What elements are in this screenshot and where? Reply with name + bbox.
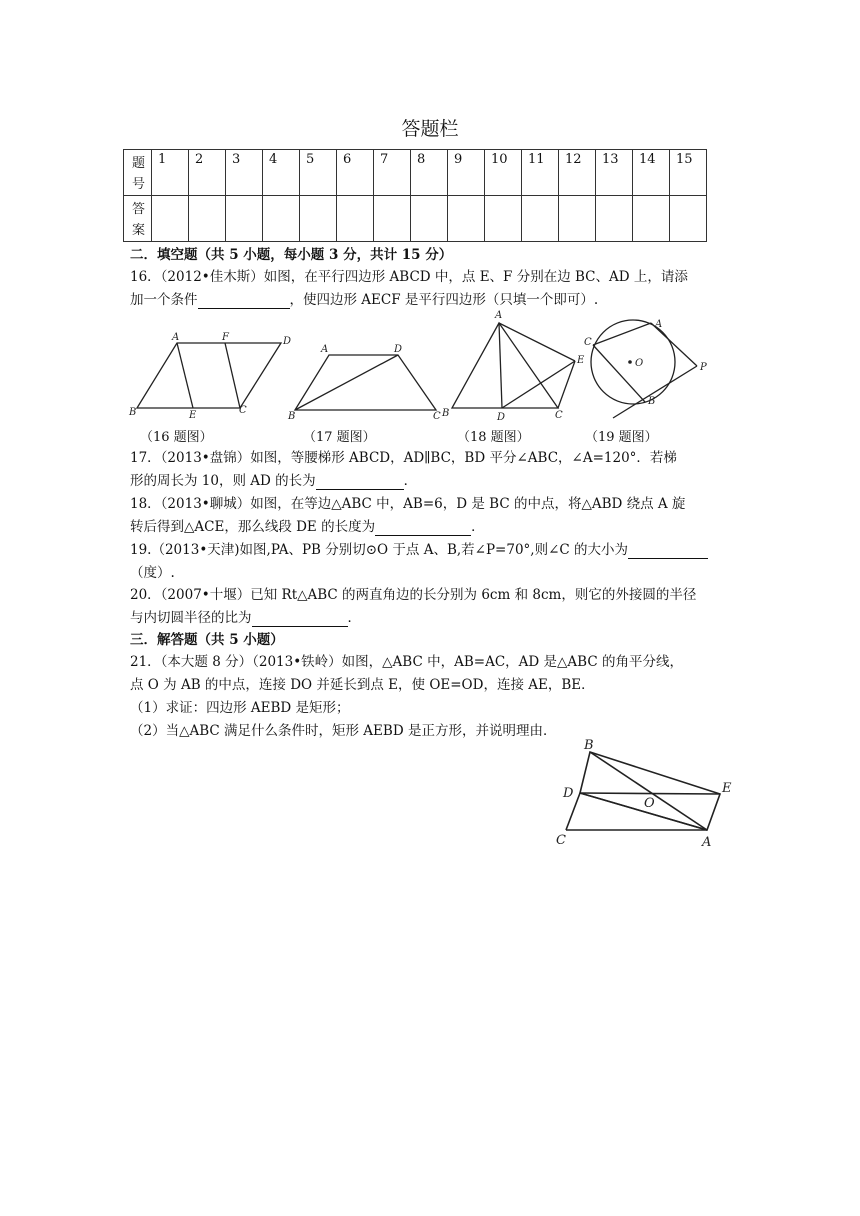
- caption-18: （18 题图）: [457, 430, 530, 445]
- fig16-label: E: [189, 410, 197, 421]
- figure-21: [550, 734, 750, 854]
- q17-line1: 17．（2013•盘锦）如图，等腰梯形 ABCD，AD∥BC，BD 平分∠ABC，∠A=120°．若梯: [130, 450, 677, 466]
- figures-16-19: [125, 305, 725, 430]
- fig16-label: D: [283, 336, 292, 347]
- table-cell: 11: [522, 150, 559, 196]
- fig21-label: B: [584, 738, 594, 753]
- fig18-label: C: [555, 410, 563, 421]
- fig19-label: P: [700, 362, 707, 373]
- answer-cell[interactable]: [300, 196, 337, 242]
- table-cell: 8: [411, 150, 448, 196]
- answer-cell[interactable]: [152, 196, 189, 242]
- table-cell: 9: [448, 150, 485, 196]
- q21-part1: （1）求证：四边形 AEBD 是矩形；: [130, 700, 350, 716]
- answer-cell[interactable]: [559, 196, 596, 242]
- figure-18: [452, 323, 575, 408]
- section3-heading: 三．解答题（共 5 小题）: [130, 632, 284, 648]
- figure-19: [591, 320, 697, 418]
- table-cell: 1: [152, 150, 189, 196]
- fig18-label: B: [442, 408, 450, 419]
- answer-cell[interactable]: [189, 196, 226, 242]
- figure-16: [137, 343, 281, 408]
- fig19-label: A: [655, 319, 663, 330]
- answer-cell[interactable]: [263, 196, 300, 242]
- table-cell: 15: [670, 150, 707, 196]
- answer-cell[interactable]: [633, 196, 670, 242]
- fig16-label: A: [172, 332, 180, 343]
- row-header-number: 题号: [124, 150, 152, 196]
- q20-answer-blank[interactable]: [252, 626, 348, 627]
- page-title: 答题栏: [401, 118, 459, 140]
- q16-text-post: ，使四边形 AECF 是平行四边形（只填一个即可）.: [289, 292, 599, 308]
- answer-cell[interactable]: [596, 196, 633, 242]
- table-cell: 14: [633, 150, 670, 196]
- fig17-label: B: [288, 411, 296, 422]
- q21-line1: 21．（本大题 8 分）（2013•铁岭）如图，△ABC 中，AB=AC，AD 是△ABC 的角平分线，: [130, 654, 683, 670]
- q21-part2: （2）当△ABC 满足什么条件时，矩形 AEBD 是正方形，并说明理由．: [130, 723, 557, 739]
- fig18-label: E: [577, 355, 585, 366]
- row-header-answer: 答案: [124, 196, 152, 242]
- answer-cell[interactable]: [411, 196, 448, 242]
- q19-answer-blank[interactable]: [628, 558, 708, 559]
- table-cell: 5: [300, 150, 337, 196]
- q18-answer-blank[interactable]: [375, 535, 471, 536]
- table-row: [124, 150, 707, 196]
- fig21-label: A: [702, 835, 712, 850]
- answer-cell[interactable]: [337, 196, 374, 242]
- q17-answer-blank[interactable]: [316, 489, 404, 490]
- fig21-label: O: [644, 796, 655, 811]
- fig18-label: D: [497, 412, 506, 423]
- q19-text-pre: 19.（2013•天津)如图,PA、PB 分别切⊙O 于点 A、B,若∠P=70°,则∠C 的大小为: [130, 542, 629, 558]
- answer-cell[interactable]: [226, 196, 263, 242]
- figure-17: [295, 355, 436, 410]
- answer-cell[interactable]: [485, 196, 522, 242]
- table-row: [124, 196, 707, 242]
- q17-text-pre: 形的周长为 10，则 AD 的长为: [130, 473, 316, 489]
- q20-line1: 20．（2007•十堰）已知 Rt△ABC 的两直角边的长分别为 6cm 和 8cm，则它的外接圆的半径: [130, 587, 697, 603]
- fig19-label: C: [584, 337, 592, 348]
- fig19-center-dot: [628, 360, 632, 364]
- q18-text-pre: 转后得到△ACE，那么线段 DE 的长度为: [130, 519, 376, 535]
- table-cell: 7: [374, 150, 411, 196]
- fig16-label: B: [129, 407, 137, 418]
- caption-19: （19 题图）: [585, 430, 658, 445]
- fig19-label: O: [635, 358, 644, 369]
- caption-17: （17 题图）: [303, 430, 376, 445]
- answer-cell[interactable]: [670, 196, 707, 242]
- section2-heading: 二．填空题（共 5 小题，每小题 3 分，共计 15 分）: [130, 247, 453, 263]
- table-cell: 3: [226, 150, 263, 196]
- q17-line2: [130, 472, 417, 490]
- answer-table: [123, 149, 707, 242]
- fig16-label: F: [222, 332, 229, 343]
- table-cell: 2: [189, 150, 226, 196]
- fig17-label: C: [433, 411, 441, 422]
- fig21-label: D: [563, 786, 574, 801]
- table-cell: 13: [596, 150, 633, 196]
- q20-text-pre: 与内切圆半径的比为: [130, 610, 252, 626]
- q16-line1: 16．（2012•佳木斯）如图，在平行四边形 ABCD 中，点 E、F 分别在边 BC、AD 上，请添: [130, 269, 688, 285]
- q19-line2: （度）.: [130, 565, 175, 581]
- q17-text-post: ．: [403, 473, 418, 489]
- q18-line2: [130, 518, 485, 536]
- answer-cell[interactable]: [374, 196, 411, 242]
- fig18-label: A: [495, 310, 503, 321]
- q21-line2: 点 O 为 AB 的中点，连接 DO 并延长到点 E，使 OE=OD，连接 AE，BE．: [130, 677, 595, 693]
- fig17-label: A: [321, 344, 329, 355]
- fig16-label: C: [239, 405, 247, 416]
- table-cell: 4: [263, 150, 300, 196]
- table-cell: 10: [485, 150, 522, 196]
- q18-text-post: ．: [471, 519, 485, 535]
- q20-line2: [130, 609, 361, 627]
- table-cell: 12: [559, 150, 596, 196]
- table-cell: 6: [337, 150, 374, 196]
- answer-cell[interactable]: [448, 196, 485, 242]
- fig17-label: D: [394, 344, 403, 355]
- q16-text-pre: 加一个条件: [130, 292, 198, 308]
- fig19-label: B: [648, 396, 656, 407]
- q18-line1: 18．（2013•聊城）如图，在等边△ABC 中，AB=6，D 是 BC 的中点，将△ABD 绕点 A 旋: [130, 496, 686, 512]
- q19-line1: [130, 541, 708, 559]
- answer-cell[interactable]: [522, 196, 559, 242]
- q20-text-post: ．: [347, 610, 361, 626]
- caption-16: （16 题图）: [140, 430, 213, 445]
- fig21-label: C: [556, 833, 566, 848]
- fig21-label: E: [722, 781, 732, 796]
